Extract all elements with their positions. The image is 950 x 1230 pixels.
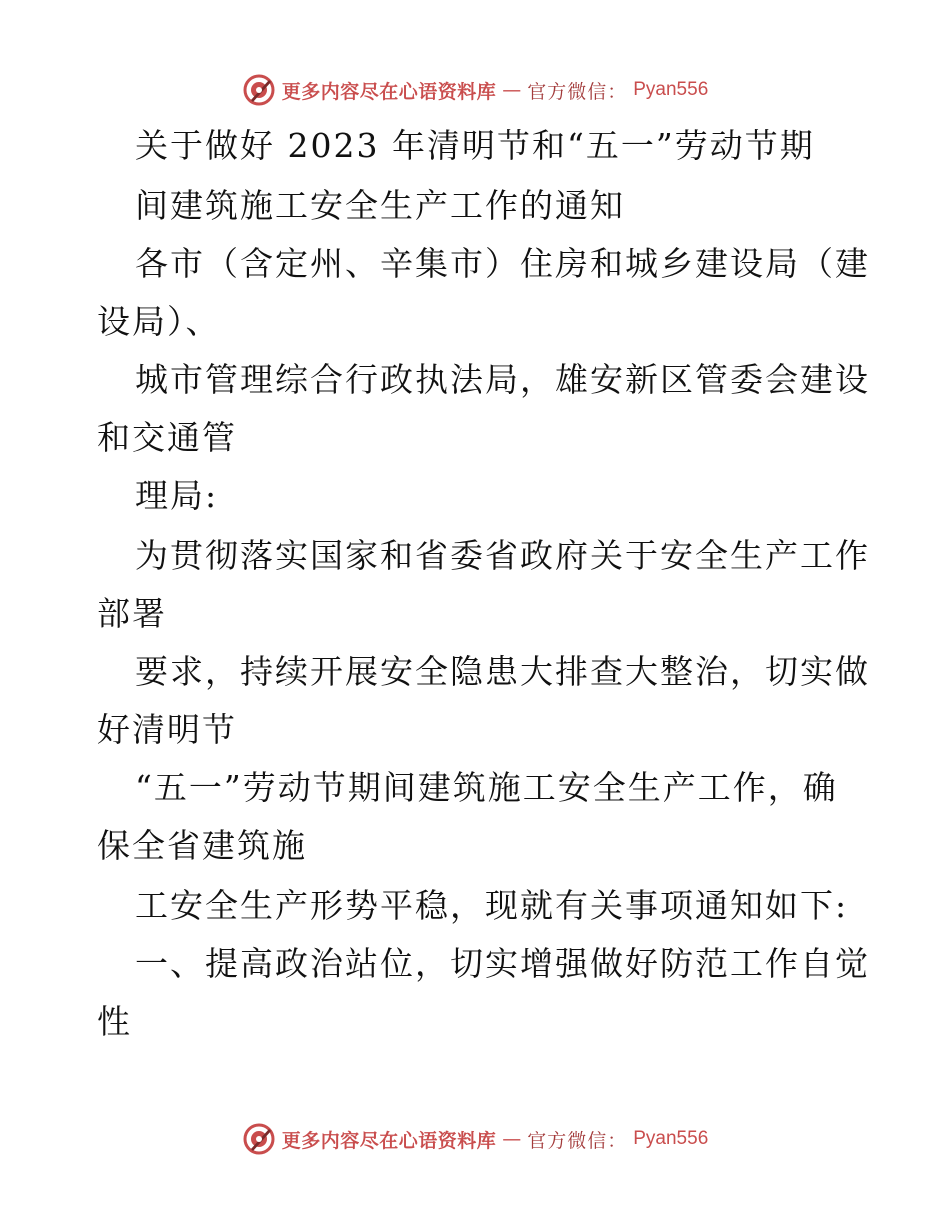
body-line-8: 一、提高政治站位，切实增强做好防范工作自觉 [135,944,870,983]
body-line-3: 要求，持续开展安全隐患大排查大整治，切实做 [135,652,870,691]
watermark-account: Pyan556 [633,79,709,100]
body-line-4: 好清明节 [97,710,237,749]
watermark-site-text: 更多内容尽在心语资料库 [281,1129,497,1152]
addressee-line-1: 各市（含定州、辛集市）住房和城乡建设局（建 [135,244,870,283]
watermark-separator: — [502,79,522,101]
body-line-7: 工安全生产形势平稳，现就有关事项通知如下: [135,886,849,925]
addressee-line-2: 设局）、 [97,302,221,341]
watermark-wechat-label: 官方微信： [527,1129,628,1152]
body-line-1: 为贯彻落实国家和省委省政府关于安全生产工作 [135,536,870,575]
watermark-site-text: 更多内容尽在心语资料库 [281,80,497,103]
body-line-9: 性 [97,1002,132,1041]
body-line-2: 部署 [97,594,167,633]
watermark-separator: — [502,1128,522,1150]
body-line-5: “五一”劳动节期间建筑施工安全生产工作，确 [135,768,838,807]
body-line-6: 保全省建筑施 [97,826,307,865]
watermark-wechat-label: 官方微信： [527,80,628,103]
document-title-line-1: 关于做好 2023 年清明节和“五一”劳动节期 [135,126,815,165]
footer-watermark [0,1119,950,1159]
watermark-account: Pyan556 [633,1128,709,1149]
document-title-line-2: 间建筑施工安全生产工作的通知 [135,186,625,225]
addressee-line-4: 和交通管 [97,418,237,457]
addressee-line-5: 理局: [135,476,219,515]
quill-seal-icon [242,73,276,107]
addressee-line-3: 城市管理综合行政执法局，雄安新区管委会建设 [135,360,870,399]
quill-seal-icon [242,1122,276,1156]
header-watermark [0,70,950,110]
